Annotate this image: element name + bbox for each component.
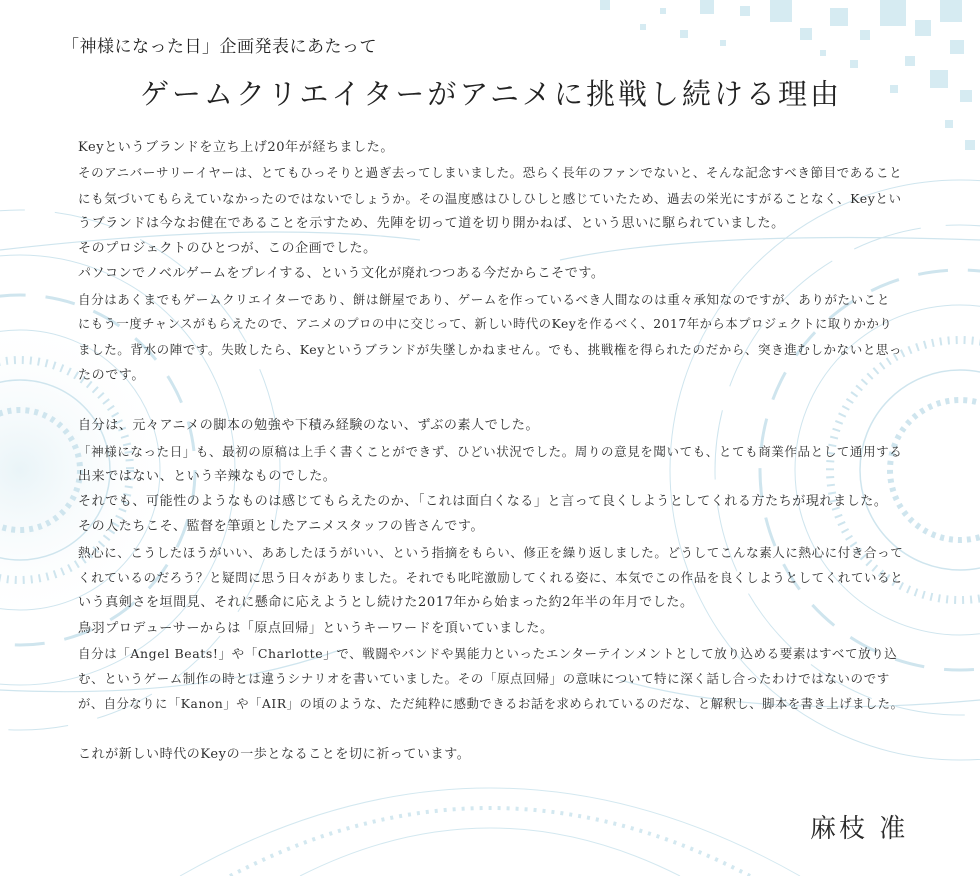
body-line: 熱心に、こうしたほうがいい、ああしたほうがいい、という指摘をもらい、修正を繰り返しました。どうしてこんな素人に熱心に付き合って xyxy=(78,544,904,560)
body-line: 自分はあくまでもゲームクリエイターであり、餅は餅屋であり、ゲームを作っているべき人間なのは重々承知なのですが、ありがたいこと xyxy=(78,291,890,307)
body-line: 出来ではない、という辛辣なものでした。 xyxy=(78,468,337,484)
body-line: くれているのだろう？と疑問に思う日々がありました。それでも叱咤激励してくれる姿に、本気でこの作品を良くしようとしてくれていると xyxy=(78,570,904,586)
body-line: そのプロジェクトのひとつが、この企画でした。 xyxy=(78,241,377,257)
body-line: にもう一度チャンスがもらえたので、アニメのプロの中に交じって、新しい時代のKeyを作るべく、2017年から本プロジェクトに取りかかり xyxy=(78,317,893,332)
page-title: ゲームクリエイターがアニメに挑戦し続ける理由 xyxy=(140,77,842,111)
body-line: いう真剣さを垣間見、それに懸命に応えようとし続けた2017年から始まった約2年半の年月でした。 xyxy=(78,595,694,611)
body-line: 自分は、元々アニメの脚本の勉強や下積み経験のない、ずぶの素人でした。 xyxy=(78,418,540,434)
author-signature: 麻枝 准 xyxy=(810,814,909,844)
body-line: 鳥羽プロデューサーからは「原点回帰」というキーワードを頂いていました。 xyxy=(78,620,554,636)
body-line: にも気づいてもらえていなかったのではないでしょうか。その温度感はひしひしと感じていたため、過去の栄光にすがることなく、Keyとい xyxy=(78,190,902,206)
body-line: パソコンでノベルゲームをプレイする、という文化が廃れつつある今だからこそです。 xyxy=(78,266,605,282)
paragraph-gap xyxy=(78,388,904,413)
paragraph-gap xyxy=(78,717,904,742)
body-line: たのです。 xyxy=(78,367,145,383)
body-line: そのアニバーサリーイヤーは、とてもひっそりと過ぎ去ってしまいました。恐らく長年のファンでないと、そんな記念すべき節目であること xyxy=(78,165,903,181)
body-line: 自分は「Angel Beats!」や「Charlotte」で、戦闘やバンドや異能力といったエンターテインメントとして放り込める要素はすべて放り込 xyxy=(78,645,898,661)
body-line: Keyというブランドを立ち上げ20年が経ちました。 xyxy=(78,140,394,155)
body-line: む、というゲーム制作の時とは違うシナリオを書いていました。その「原点回帰」の意味について特に深く話し合ったわけではないのです xyxy=(78,671,890,687)
letter-body xyxy=(78,135,904,767)
body-line: これが新しい時代のKeyの一歩となることを切に祈っています。 xyxy=(78,747,471,763)
body-line: が、自分なりに「Kanon」や「AIR」の頃のような、ただ純粋に感動できるお話を求められているのだな、と解釈し、脚本を書き上げました。 xyxy=(78,696,904,711)
body-line: 「神様になった日」も、最初の原稿は上手く書くことができず、ひどい状況でした。周りの意見を聞いても、とても商業作品として通用する xyxy=(78,443,903,459)
body-line: ました。背水の陣です。失敗したら、Keyというブランドが失墜しかねません。でも、挑戦権を得られたのだから、突き進むしかないと思っ xyxy=(78,342,903,358)
body-line: その人たちこそ、監督を筆頭としたアニメスタッフの皆さんです。 xyxy=(78,519,485,535)
body-line: それでも、可能性のようなものは感じてもらえたのか、「これは面白くなる」と言って良くしようとしてくれる方たちが現れました。 xyxy=(78,494,888,510)
body-line: うブランドは今なお健在であることを示すため、先陣を切って道を切り開かねば、という思いに駆られていました。 xyxy=(78,215,785,231)
announcement-kicker: 「神様になった日」企画発表にあたって xyxy=(62,37,377,57)
